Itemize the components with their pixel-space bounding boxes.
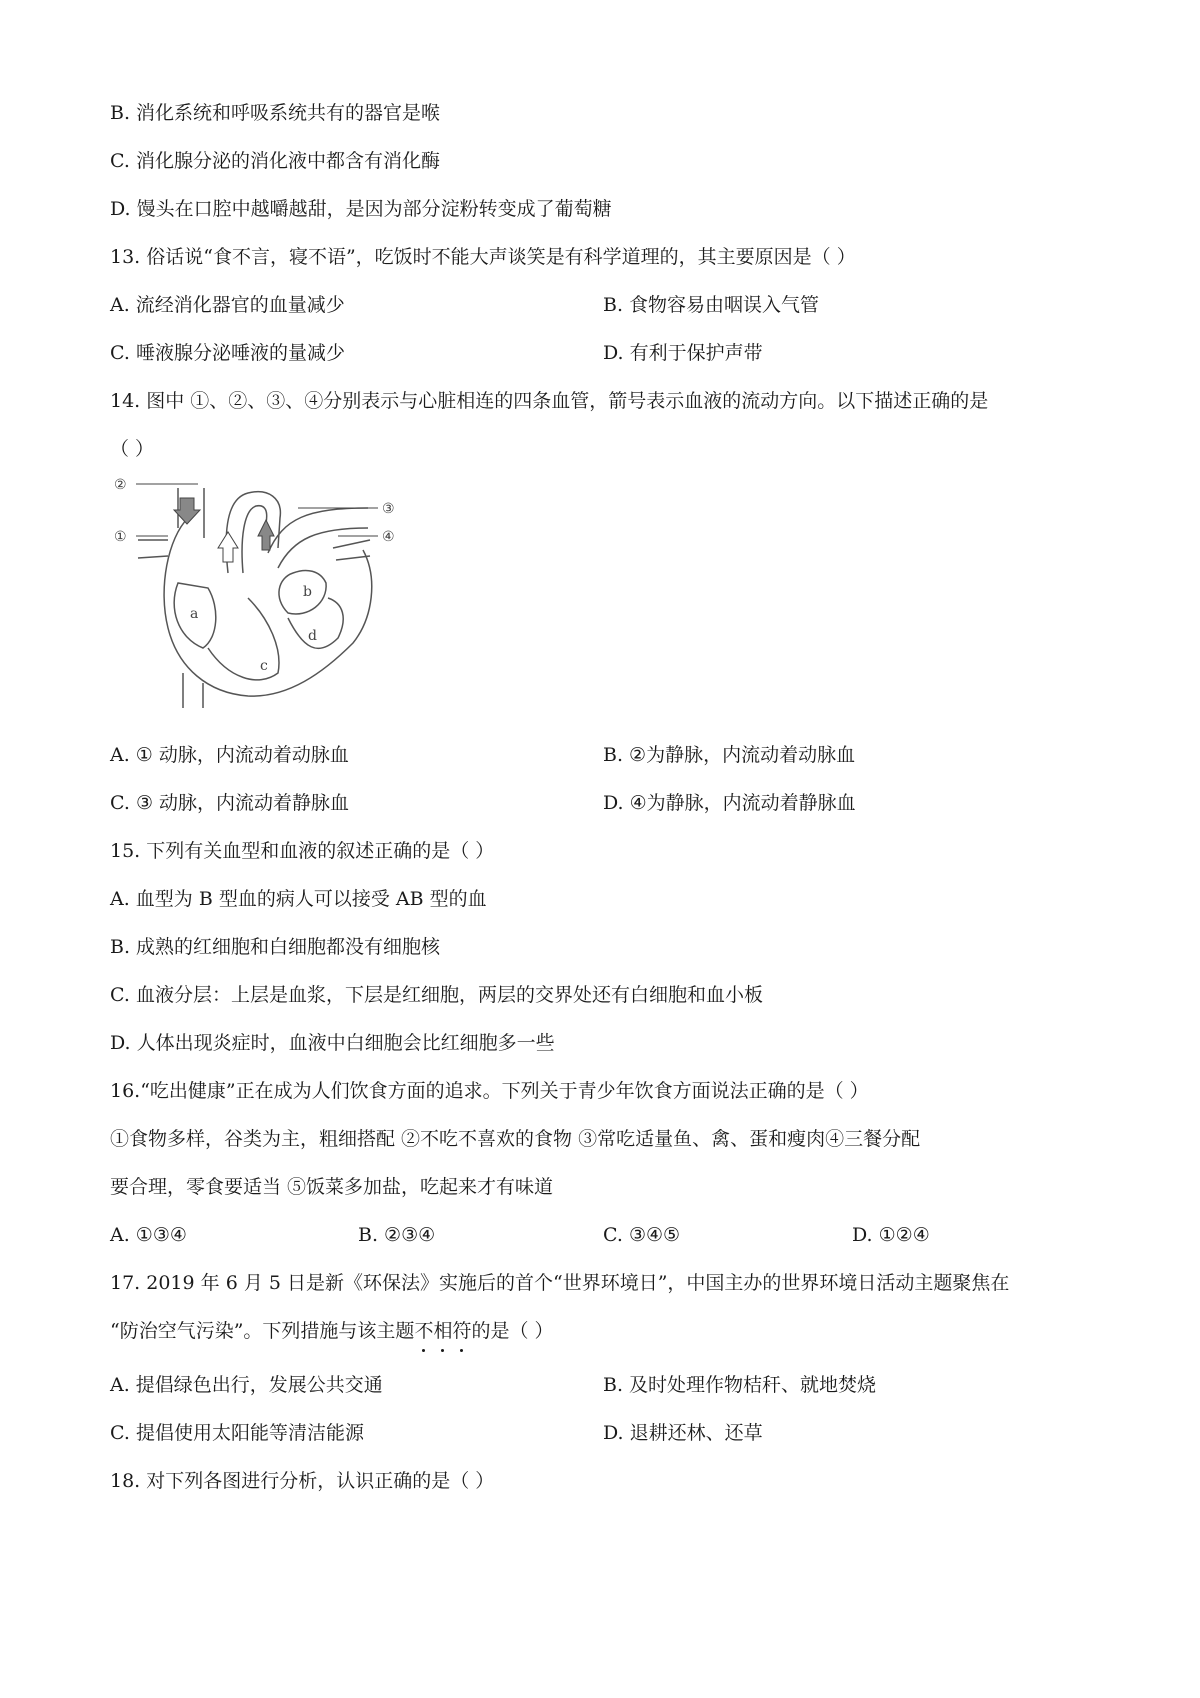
q17-stem: 17. 2019 年 6 月 5 日是新《环保法》实施后的首个“世界环境日”，中国主办的世界环境日活动主题聚焦在	[110, 1272, 1010, 1294]
q14-stem-bracket: （ ）	[110, 438, 155, 460]
q14-option-c: C. ③ 动脉，内流动着静脉血	[110, 792, 350, 814]
q17-option-c: C. 提倡使用太阳能等清洁能源	[110, 1422, 364, 1444]
q17-emphasis-char-2: 相	[433, 1320, 453, 1342]
q13-option-c: C. 唾液腺分泌唾液的量减少	[110, 342, 345, 364]
q17-stem-part1: “防治空气污染”。下列措施与该主题	[110, 1320, 415, 1342]
q17-option-b: B. 及时处理作物桔秆、就地焚烧	[603, 1374, 877, 1396]
q14-option-b: B. ②为静脉，内流动着动脉血	[603, 744, 856, 766]
q16-statements-line1: ①食物多样，谷类为主，粗细搭配 ②不吃不喜欢的食物 ③常吃适量鱼、禽、蛋和瘦肉④三餐分配	[110, 1128, 921, 1150]
q15-option-a: A. 血型为 B 型血的病人可以接受 AB 型的血	[110, 888, 487, 910]
q15-option-b: B. 成熟的红细胞和白细胞都没有细胞核	[110, 936, 441, 958]
q17-stem-line2	[110, 1318, 554, 1344]
q13-option-a: A. 流经消化器官的血量减少	[110, 294, 345, 316]
q17-emphasis-char-3: 符	[452, 1320, 472, 1342]
heart-label-a: a	[190, 606, 199, 622]
heart-label-b: b	[303, 584, 312, 600]
q16-option-d: D. ①②④	[852, 1224, 930, 1246]
q17-emphasis-char-1: 不	[414, 1320, 434, 1342]
q15-stem: 15. 下列有关血型和血液的叙述正确的是（ ）	[110, 840, 495, 862]
q12-option-c: C. 消化腺分泌的消化液中都含有消化酶	[110, 150, 440, 172]
q17-option-d: D. 退耕还林、还草	[603, 1422, 763, 1444]
heart-diagram	[108, 478, 408, 708]
q17-option-a: A. 提倡绿色出行，发展公共交通	[110, 1374, 383, 1396]
heart-label-4: ④	[382, 529, 395, 545]
q16-option-a: A. ①③④	[110, 1224, 187, 1246]
heart-label-d: d	[308, 628, 317, 644]
q16-statements-line2: 要合理，零食要适当 ⑤饭菜多加盐，吃起来才有味道	[110, 1176, 554, 1198]
q12-option-d: D. 馒头在口腔中越嚼越甜，是因为部分淀粉转变成了葡萄糖	[110, 198, 612, 220]
q15-option-c: C. 血液分层：上层是血浆，下层是红细胞，两层的交界处还有白细胞和血小板	[110, 984, 763, 1006]
heart-label-c: c	[260, 658, 268, 674]
q13-option-b: B. 食物容易由咽误入气管	[603, 294, 820, 316]
q18-stem: 18. 对下列各图进行分析，认识正确的是（ ）	[110, 1470, 495, 1492]
heart-label-2: ②	[114, 478, 127, 493]
heart-label-1: ①	[114, 529, 127, 545]
q15-option-d: D. 人体出现炎症时，血液中白细胞会比红细胞多一些	[110, 1032, 555, 1054]
q17-stem-part2: 的是（ ）	[471, 1320, 554, 1342]
q13-stem: 13. 俗话说“食不言，寝不语”，吃饭时不能大声谈笑是有科学道理的，其主要原因是（ ）	[110, 246, 856, 268]
q14-option-a: A. ① 动脉，内流动着动脉血	[110, 744, 349, 766]
heart-label-3: ③	[382, 501, 395, 517]
q12-option-b: B. 消化系统和呼吸系统共有的器官是喉	[110, 102, 441, 124]
q14-stem: 14. 图中 ①、②、③、④分别表示与心脏相连的四条血管，箭号表示血液的流动方向。以下描述正确的是	[110, 390, 989, 412]
q16-option-b: B. ②③④	[358, 1224, 436, 1246]
q16-stem: 16.“吃出健康”正在成为人们饮食方面的追求。下列关于青少年饮食方面说法正确的是（ ）	[110, 1080, 869, 1102]
q14-option-d: D. ④为静脉，内流动着静脉血	[603, 792, 856, 814]
q16-option-c: C. ③④⑤	[603, 1224, 681, 1246]
q13-option-d: D. 有利于保护声带	[603, 342, 763, 364]
